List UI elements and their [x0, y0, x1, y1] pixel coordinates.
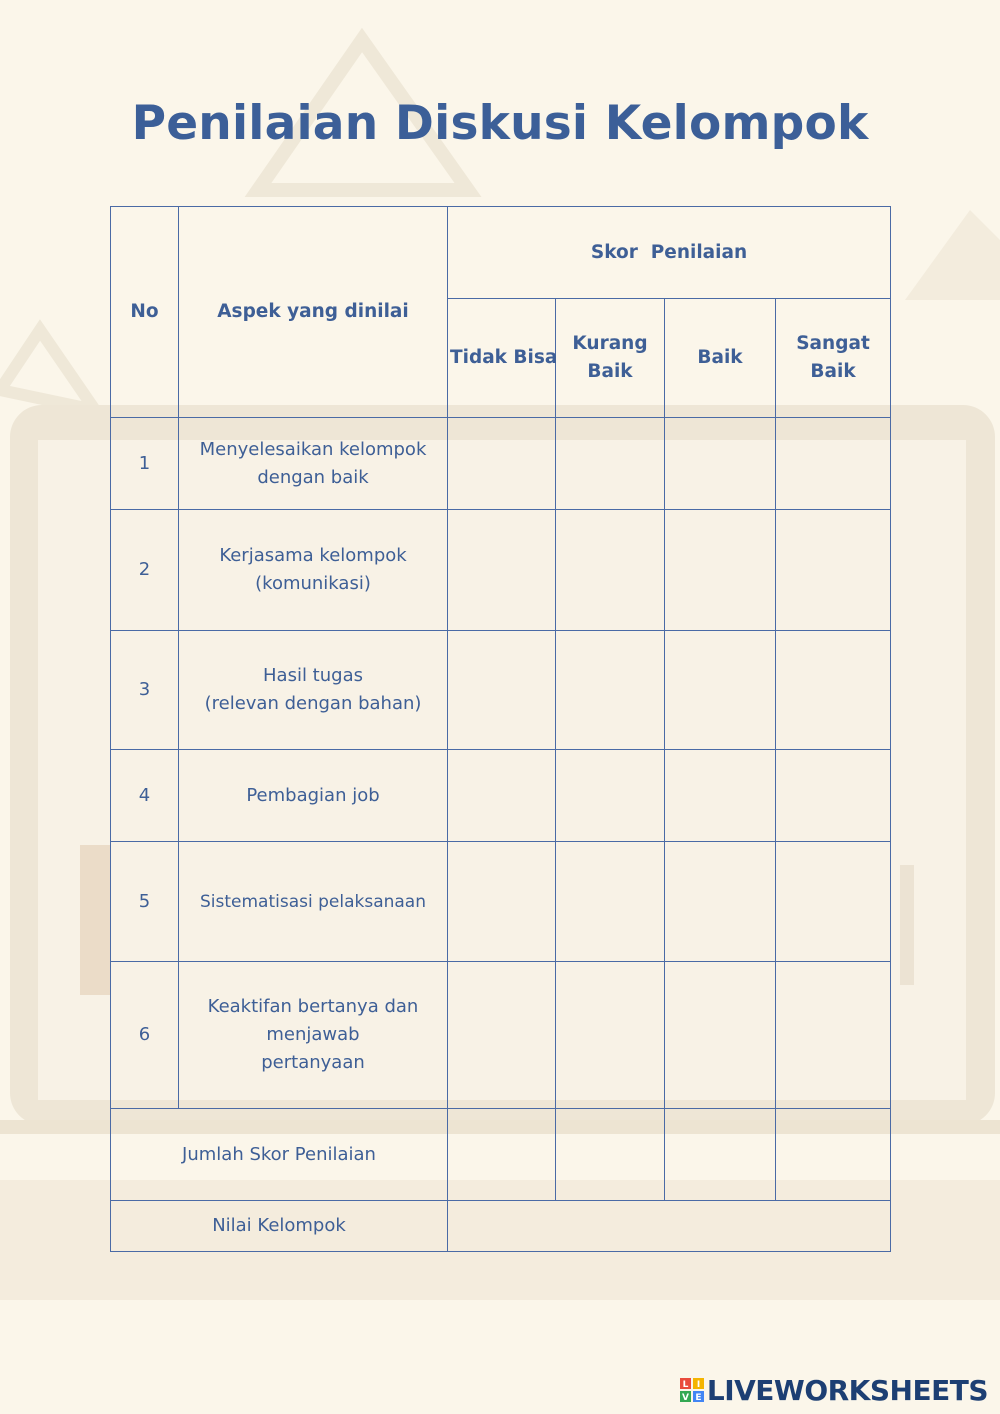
score-cell[interactable] [776, 750, 891, 842]
score-cell[interactable] [776, 631, 891, 750]
header-no: No [111, 207, 179, 418]
table-row [111, 842, 891, 962]
total-cell[interactable] [776, 1109, 891, 1201]
decor-bars [80, 845, 110, 995]
total-cell[interactable] [556, 1109, 665, 1201]
decor-scrollbar [900, 865, 914, 985]
grade-label: Nilai Kelompok [111, 1201, 448, 1252]
row-aspect: Sistematisasi pelaksanaan [179, 842, 448, 962]
total-cell[interactable] [448, 1109, 556, 1201]
score-cell[interactable] [556, 962, 665, 1109]
score-cell[interactable] [776, 962, 891, 1109]
row-number: 3 [111, 631, 179, 750]
row-number: 4 [111, 750, 179, 842]
table-row [111, 962, 891, 1109]
header-level-kurang-baik: Kurang Baik [556, 299, 665, 418]
score-cell[interactable] [556, 631, 665, 750]
table-row [111, 510, 891, 631]
svg-text:L: L [682, 1380, 689, 1390]
header-level-tidak-bisa: Tidak Bisa [448, 299, 556, 418]
score-cell[interactable] [556, 418, 665, 510]
header-level-baik: Baik [665, 299, 776, 418]
score-cell[interactable] [665, 510, 776, 631]
liveworksheets-logo-icon [680, 1378, 704, 1402]
row-number: 6 [111, 962, 179, 1109]
score-cell[interactable] [665, 631, 776, 750]
total-label: Jumlah Skor Penilaian [111, 1109, 448, 1201]
row-number: 5 [111, 842, 179, 962]
liveworksheets-logo-text: LIVEWORKSHEETS [706, 1373, 988, 1407]
svg-text:E: E [695, 1393, 702, 1402]
row-aspect: Kerjasama kelompok (komunikasi) [179, 510, 448, 631]
score-cell[interactable] [776, 510, 891, 631]
svg-text:V: V [681, 1393, 689, 1402]
score-cell[interactable] [556, 750, 665, 842]
header-score-group: Skor Penilaian [448, 207, 891, 299]
table-row [111, 418, 891, 510]
total-cell[interactable] [665, 1109, 776, 1201]
liveworksheets-logo [680, 1372, 988, 1408]
grade-cell[interactable] [448, 1201, 891, 1252]
score-cell[interactable] [665, 418, 776, 510]
assessment-table [110, 206, 891, 1252]
score-cell[interactable] [448, 962, 556, 1109]
total-row [111, 1109, 891, 1201]
score-cell[interactable] [448, 631, 556, 750]
row-number: 1 [111, 418, 179, 510]
row-aspect: Menyelesaikan kelompok dengan baik [179, 418, 448, 510]
score-cell[interactable] [448, 750, 556, 842]
grade-row [111, 1201, 891, 1252]
header-aspect: Aspek yang dinilai [179, 207, 448, 418]
page-title: Penilaian Diskusi Kelompok [131, 96, 869, 151]
score-cell[interactable] [665, 842, 776, 962]
score-cell[interactable] [665, 962, 776, 1109]
score-cell[interactable] [448, 842, 556, 962]
row-aspect: Keaktifan bertanya dan menjawab pertanyaan [179, 962, 448, 1109]
table-row [111, 631, 891, 750]
header-level-sangat-baik: Sangat Baik [776, 299, 891, 418]
header-row-top [111, 207, 891, 299]
score-cell[interactable] [448, 418, 556, 510]
row-aspect: Pembagian job [179, 750, 448, 842]
row-number: 2 [111, 510, 179, 631]
score-cell[interactable] [776, 418, 891, 510]
score-cell[interactable] [556, 510, 665, 631]
score-cell[interactable] [448, 510, 556, 631]
score-cell[interactable] [556, 842, 665, 962]
row-aspect: Hasil tugas (relevan dengan bahan) [179, 631, 448, 750]
svg-text:I: I [696, 1380, 701, 1390]
score-cell[interactable] [665, 750, 776, 842]
score-cell[interactable] [776, 842, 891, 962]
table-row [111, 750, 891, 842]
